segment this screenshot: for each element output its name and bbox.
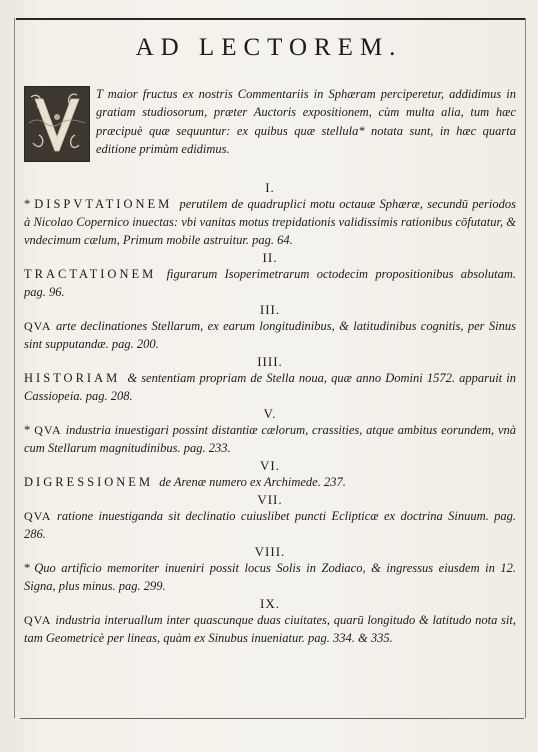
entry-body: industria interuallum inter quascunque duas ciuitates, quarū longitudo & latitudo nota sit, tam Geometricè per lineas, quàm ex Sinubus inueniatur. pag. 334. & 335. (24, 613, 516, 645)
entry-numeral: V. (263, 406, 277, 421)
entry-lead-word: QVA (24, 509, 58, 523)
intro-paragraph: T maior fructus ex nostris Commentariis in Sphæram perciperetur, addidimus in gratiam studiosorum, præter Auctoris expositionem, cùm multa alia, tum hæc præcipuè quæ sequuntur: ex quibus quæ stellula* notata sunt, in hæc quarta editione primùm edidimus. (96, 87, 516, 157)
entry-text (24, 421, 516, 457)
entry-numeral: VIII. (254, 544, 286, 559)
entry-body: arte declinationes Stellarum, ex earum longitudinibus, & latitudinibus cognitis, per Sinus sint supputandæ. pag. 200. (24, 319, 516, 351)
entry-lead-word: QVA (24, 613, 56, 627)
entry-numeral: II. (262, 250, 278, 265)
bottom-rule (20, 718, 524, 719)
new-entry-star-marker: * (24, 423, 31, 437)
entry-text (24, 369, 516, 405)
entry-body: perutilem de quadruplici motu octauæ Sphæræ, secundū periodos à Nicolao Copernico inuectas: vbi vanitas motus trepidationis validissimis rationibus cōfutatur, & vndecimum cælum, Primum mobile astruitur. pag. 64. (24, 197, 516, 247)
entry-body: ratione inuestiganda sit declinatio cuiuslibet puncti Eclipticæ ex doctrina Sinuum. pag. 286. (24, 509, 516, 541)
entry-numeral: IIII. (257, 354, 283, 369)
entry-numeral: III. (259, 302, 281, 317)
top-rule (16, 18, 526, 20)
new-entry-star-marker: * (24, 561, 31, 575)
entry-text (24, 559, 516, 595)
entry-text (24, 507, 516, 543)
right-frame-line (525, 18, 526, 718)
entry-numeral: VI. (260, 458, 280, 473)
entry-lead-word: DIGRESSIONEM (24, 475, 160, 489)
entry-lead-word: TRACTATIONEM (24, 267, 167, 281)
entry-body: figurarum Isoperimetrarum octodecim propositionibus absolutam. pag. 96. (24, 267, 516, 299)
entry-text (24, 317, 516, 353)
entry-numeral: VII. (257, 492, 283, 507)
entry-text (24, 473, 516, 491)
left-frame-line (14, 18, 15, 718)
decorated-initial-v-icon (24, 86, 90, 162)
entry-text (24, 195, 516, 249)
entry-lead-word: QVA (34, 423, 66, 437)
entry-text (24, 265, 516, 301)
entry-lead-word: QVA (24, 319, 57, 333)
new-entry-star-marker: * (24, 197, 31, 211)
entry-lead-word: DISPVTATIONEM (34, 197, 180, 211)
entry-numeral: I. (265, 180, 275, 195)
entry-text (24, 611, 516, 647)
entry-body: industria inuestigari possint distantiæ cælorum, crassities, atque ambitus eorundem, vnà cum Stellarum magnitudinibus. pag. 233. (24, 423, 517, 455)
entry-body: de Arenæ numero ex Archimede. 237. (159, 475, 346, 489)
entry-list (24, 180, 516, 648)
entry-body: Quo artificio memoriter inueniri possit locus Solis in Zodiaco, & ingressus eiusdem in 12. Signa, plus minus. pag. 299. (24, 561, 516, 593)
page-title: AD LECTOREM. (135, 34, 403, 61)
entry-body: & sententiam propriam de Stella noua, quæ anno Domini 1572. apparuit in Cassiopeia. pag. 208. (24, 371, 516, 403)
entry-lead-word: HISTORIAM (24, 371, 128, 385)
entry-numeral: IX. (260, 596, 280, 611)
